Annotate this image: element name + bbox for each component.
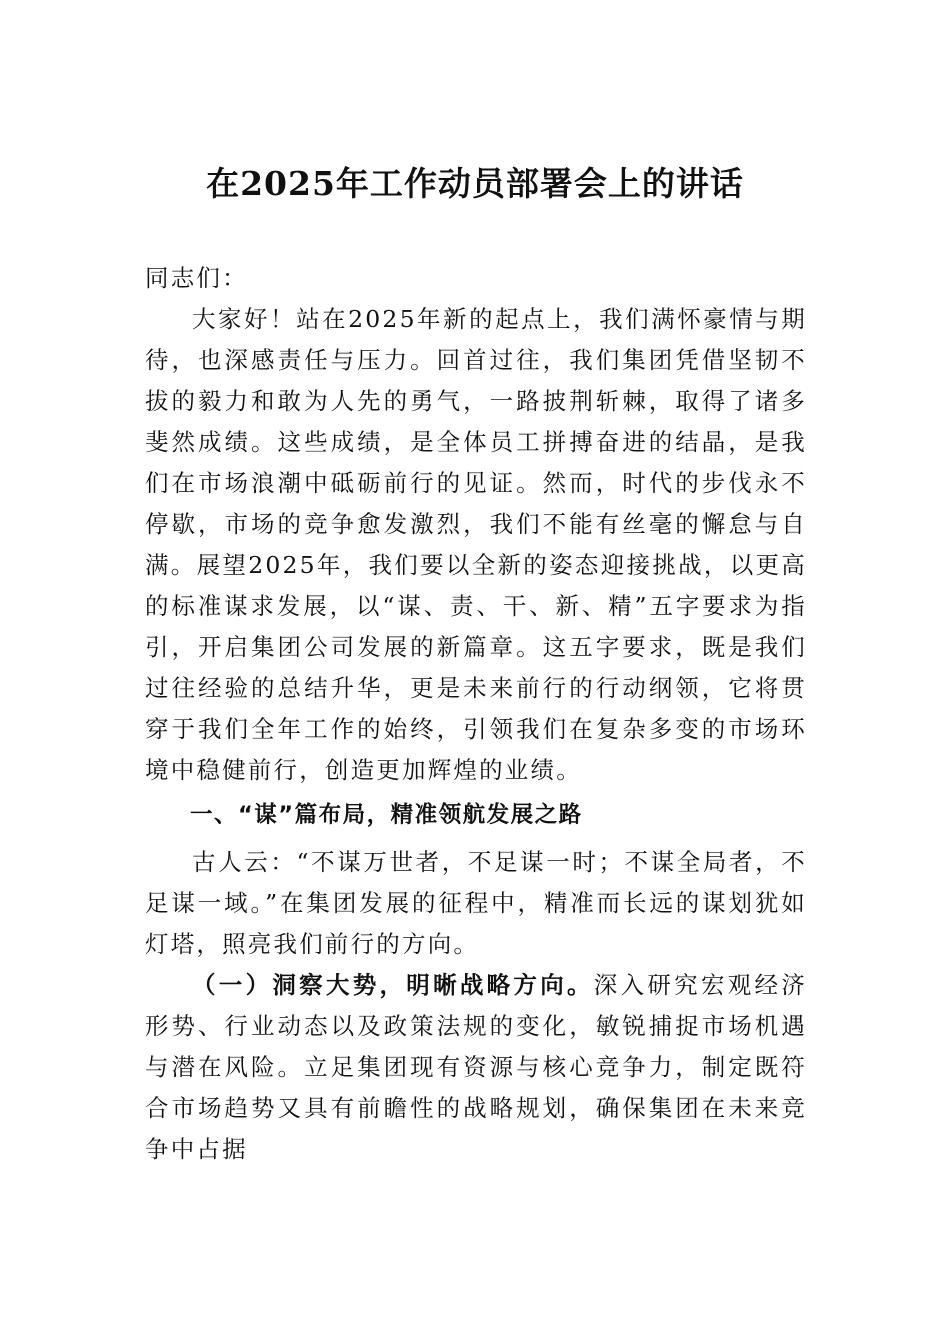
- subsection-heading-1: （一）洞察大势，明晰战略方向。: [192, 971, 594, 999]
- salutation: 同志们：: [145, 264, 248, 292]
- subsection-paragraph-1: [145, 965, 807, 1170]
- opening-paragraph: 大家好！站在2025年新的起点上，我们满怀豪情与期待，也深感责任与压力。回首过往，我们集团凭借坚韧不拔的毅力和敢为人先的勇气，一路披荆斩棘，取得了诸多斐然成绩。这些成绩，是全体员工拼搏奋进的结晶，是我们在市场浪潮中砥砺前行的见证。然而，时代的步伐永不停歇，市场的竞争愈发激烈，我们不能有丝毫的懈怠与自满。展望2025年，我们要以全新的姿态迎接挑战，以更高的标准谋求发展，以“谋、责、干、新、精”五字要求为指引，开启集团公司发展的新篇章。这五字要求，既是我们过往经验的总结升华，更是未来前行的行动纲领，它将贯穿于我们全年工作的始终，引领我们在复杂多变的市场环境中稳健前行，创造更加辉煌的业绩。: [145, 305, 807, 784]
- document-title: 在2025年工作动员部署会上的讲话: [206, 164, 744, 203]
- document-body: [145, 258, 807, 1170]
- subsection-text-1: 深入研究宏观经济形势、行业动态以及政策法规的变化，敏锐捕捉市场机遇与潜在风险。立足集团现有资源与核心竞争力，制定既符合市场趋势又具有前瞻性的战略规划，确保集团在未来竞争中占据: [145, 971, 807, 1163]
- section-heading-1: 一、“谋”篇布局，精准领航发展之路: [190, 802, 583, 828]
- quote-paragraph: 古人云：“不谋万世者，不足谋一时；不谋全局者，不足谋一域。”在集团发展的征程中，精准而长远的谋划犹如灯塔，照亮我们前行的方向。: [145, 848, 807, 958]
